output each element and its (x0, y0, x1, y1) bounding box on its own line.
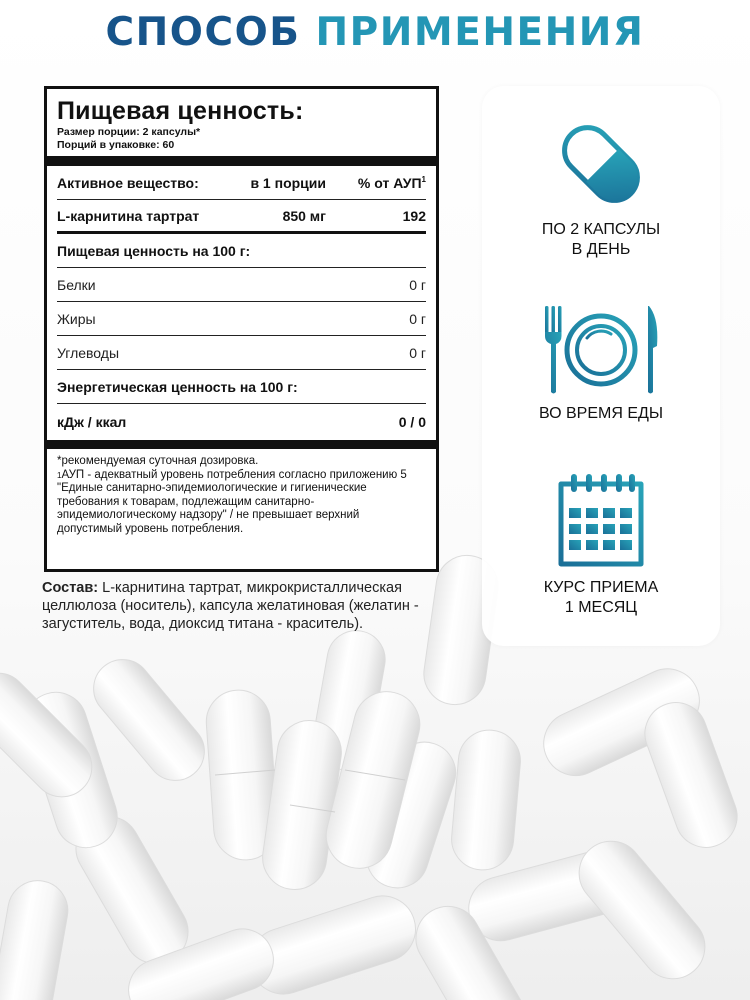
usage-course-line2: 1 МЕСЯЦ (564, 599, 638, 616)
usage-dose-line2: В ДЕНЬ (571, 241, 631, 258)
nutrient-row-protein: Белки 0 г (57, 268, 426, 302)
nutrient-row-fat: Жиры 0 г (57, 302, 426, 336)
usage-item-dose (482, 114, 720, 260)
per100-heading: Пищевая ценность на 100 г: (57, 234, 426, 268)
serving-size: Размер порции: 2 капсулы* (57, 126, 201, 138)
energy-heading: Энергетическая ценность на 100 г: (57, 370, 426, 404)
footnotes (57, 455, 426, 536)
title-part-2: ПРИМЕНЕНИЯ (315, 10, 645, 55)
composition-body: L-карнитина тартрат, микрокристаллическая целлюлоза (носитель), капсула желатиновая (желатин - загуститель, вода, диоксид титана - краситель). (42, 580, 419, 632)
usage-panel (482, 86, 720, 646)
capsule-icon (551, 114, 651, 214)
composition-label: Состав: (42, 580, 99, 596)
energy-row: кДж / ккал 0 / 0 (57, 414, 426, 430)
active-name: L-карнитина тартрат (57, 207, 200, 224)
divider-bottom (47, 440, 436, 449)
usage-course-line1: КУРС ПРИЕМА (543, 579, 659, 596)
divider-thick (47, 156, 436, 166)
footnote-1: *рекомендуемая суточная дозировка. (57, 455, 259, 467)
footnote-2: $^1$АУП - адекватный уровень потребления согласно приложению 5 "Единые санитарно-эпидемиологические и гигиенические требования к товарам, подлежащим санитарно-эпидемиологическому надзору" / не превышает верхний допустимый уровень потребления. (57, 468, 407, 535)
col-per-serving: в 1 порции (250, 174, 326, 191)
servings-per-pack: Порций в упаковке: 60 (57, 139, 175, 151)
active-amount: 850 мг (282, 207, 326, 224)
page-title (0, 10, 750, 55)
usage-item-course (482, 468, 720, 618)
usage-meal-line1: ВО ВРЕМЯ ЕДЫ (538, 405, 664, 422)
active-header-row (57, 166, 426, 200)
active-pct: 192 (402, 207, 426, 224)
usage-item-meal (482, 298, 720, 424)
calendar-icon (551, 468, 651, 572)
col-active: Активное вещество: (57, 174, 199, 191)
title-part-1: СПОСОБ (105, 10, 301, 55)
plate-cutlery-icon (531, 298, 671, 398)
active-row (57, 200, 426, 234)
nutrition-heading: Пищевая ценность: (57, 97, 304, 125)
usage-dose-line1: ПО 2 КАПСУЛЫ (541, 221, 661, 238)
composition-text (42, 579, 462, 633)
nutrition-facts-panel (44, 86, 439, 572)
nutrient-row-carbs: Углеводы 0 г (57, 336, 426, 370)
col-pct: % от АУП$^1$ (357, 174, 426, 191)
